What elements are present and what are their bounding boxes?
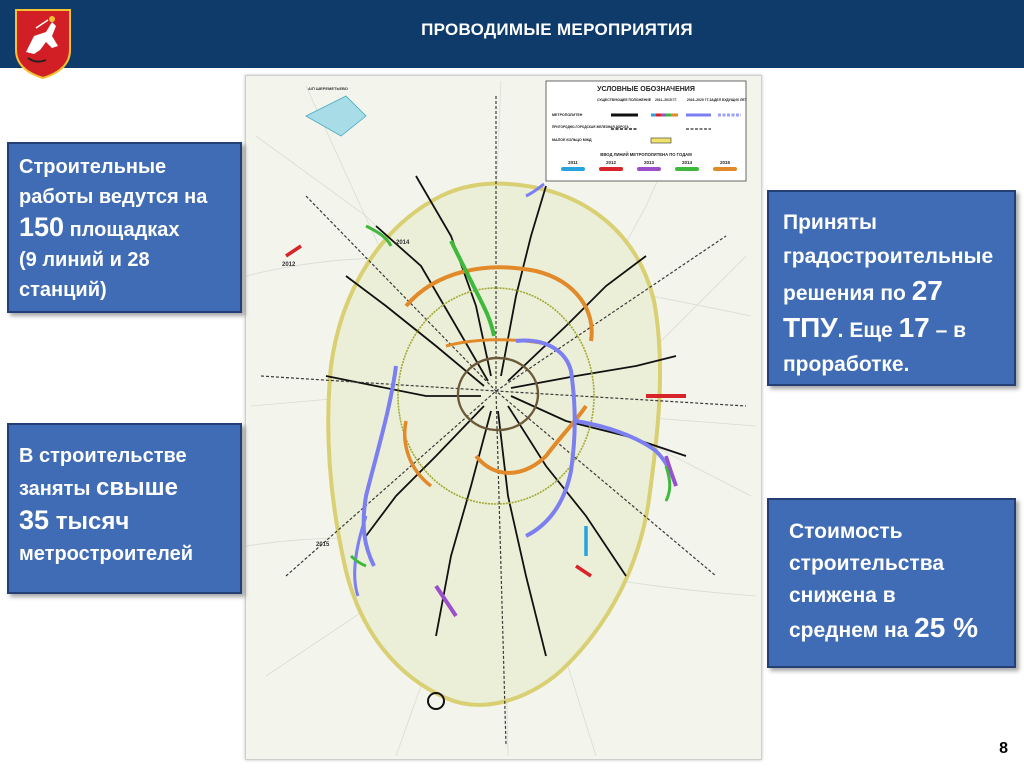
legend-year-label: 2015 [719,160,731,165]
card-line: снижена в [789,584,896,607]
header-bar [0,0,1024,68]
card-line [19,212,232,245]
card-line: работы ведутся на [19,186,208,208]
card-line: градостроительные [783,245,994,268]
legend-year-swatch [713,167,737,171]
legend-col-reserve: ЗАДЕЛ БУДУЩИХ ЛЕТ [709,98,747,102]
card-text: . Еще [837,319,899,342]
moscow-coat-of-arms-icon [12,6,74,80]
card-line [783,311,1006,348]
card-text-big: свыше [95,474,178,501]
urban-planning-card [767,190,1016,386]
legend-col-2011-2015: 2011–2015 ГГ. [654,98,678,102]
legend-col-existing: СУЩЕСТВУЮЩЕЕ ПОЛОЖЕНИЕ [597,98,651,102]
legend-row-ring: МАЛОЕ КОЛЬЦО МЖД [552,138,592,142]
card-line: Приняты [783,211,877,234]
legend-title: УСЛОВНЫЕ ОБОЗНАЧЕНИЯ [597,86,695,93]
moscow-metro-map [245,75,762,760]
legend-year-swatch [637,167,661,171]
card-text: заняты [19,478,96,500]
card-line: метростроителей [19,543,194,565]
tpu-pending-count: 17 [898,312,930,343]
card-line: строительства [789,552,945,575]
legend-year-label: 2014 [681,160,693,165]
cost-reduction-percent: 25 % [914,612,978,643]
legend-row-metro: МЕТРОПОЛИТЕН [552,113,583,117]
year-label-2015: 2015 [316,542,330,548]
legend-year-label: 2011 [568,160,578,165]
sites-count: 150 [19,212,65,242]
legend-years-title: ВВОД ЛИНИЙ МЕТРОПОЛИТЕНА ПО ГОДАМ [600,152,692,157]
legend-year-swatch [675,167,699,171]
card-line [789,612,1006,647]
airport-label: А/П ШЕРЕМЕТЬЕВО [308,86,348,91]
legend-year-swatch [599,167,623,171]
card-line: Строительные [19,156,167,178]
card-text: площадках [64,219,180,241]
workers-count: 35 [19,505,50,535]
workers-card [7,423,242,594]
year-label-2014: 2014 [396,240,410,246]
card-text: – в [929,319,966,342]
legend-year-swatch [561,167,585,171]
card-line: станций) [19,279,107,301]
page-number: 8 [999,740,1008,757]
map-canvas [246,76,761,759]
cost-reduction-card [767,498,1016,668]
year-label-2012: 2012 [282,262,296,268]
card-line [19,472,232,505]
map-legend [546,81,748,181]
tpu-label: ТПУ [783,312,838,343]
legend-ring-swatch [651,138,671,143]
card-line: (9 линий и 28 [19,249,150,271]
legend-row-rail: ПРИГОРОДНО-ГОРОДСКАЯ ЖЕЛЕЗНАЯ ДОРОГА [552,125,629,129]
construction-sites-card [7,142,242,313]
card-line: Стоимость [789,520,903,543]
legend-year-label: 2012 [605,160,617,165]
card-line: В строительстве [19,445,187,467]
card-text: среднем на [789,619,915,642]
legend-year-label: 2013 [643,160,655,165]
card-text: решения по [783,282,912,305]
card-line [783,274,1006,311]
card-text: тысяч [49,508,130,535]
legend-col-2016-2020: 2016–2020 ГГ. [686,98,710,102]
card-line [19,505,232,539]
card-line: проработке. [783,353,910,376]
tpu-count: 27 [911,275,943,306]
page-title: ПРОВОДИМЫЕ МЕРОПРИЯТИЯ [421,20,693,39]
